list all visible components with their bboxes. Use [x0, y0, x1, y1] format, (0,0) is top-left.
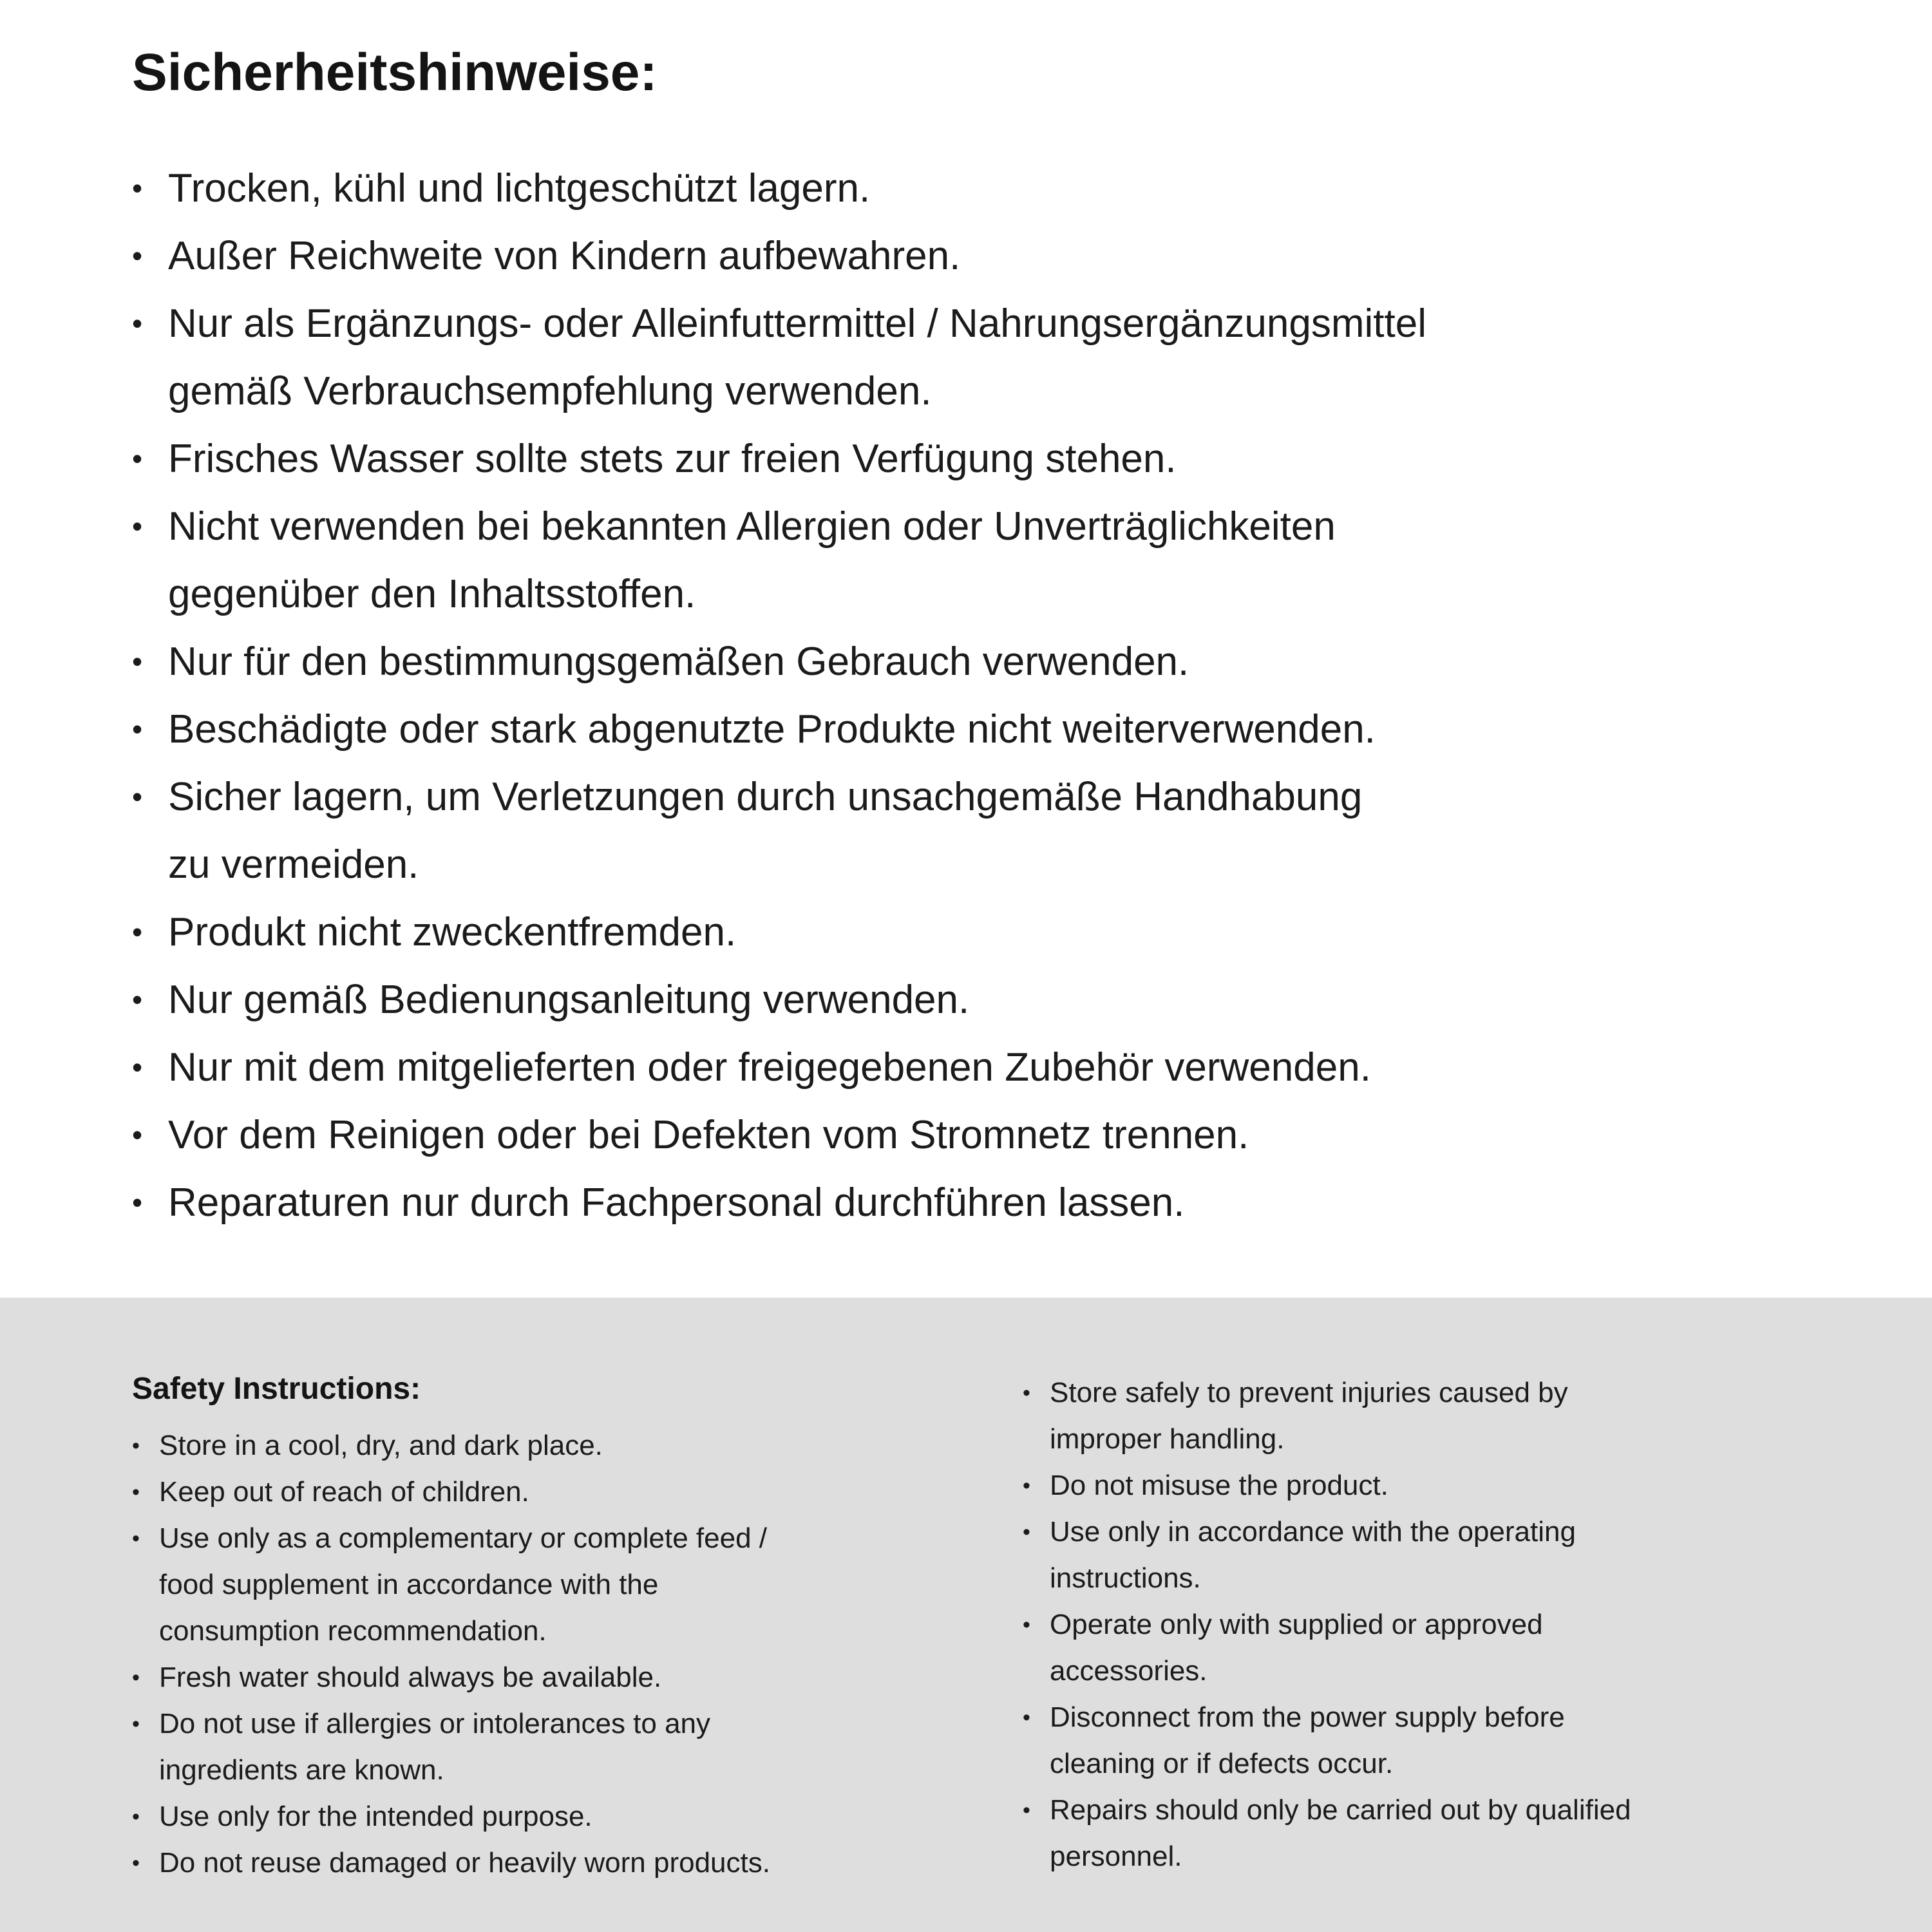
bullet-icon [1023, 1555, 1050, 1602]
list-line [1023, 1648, 1897, 1694]
list-line-text: Produkt nicht zweckentfremden. [168, 910, 737, 955]
list-line-text: zu vermeiden. [168, 842, 419, 887]
bullet-icon: • [132, 171, 143, 205]
list-line [1023, 1555, 1897, 1602]
bullet-icon: • [132, 1186, 143, 1220]
bullet-icon: • [1023, 1613, 1030, 1637]
list-line [132, 1469, 1005, 1515]
list-line-text: Store in a cool, dry, and dark place. [159, 1430, 603, 1461]
list-line-text: gemäß Verbrauchsempfehlung verwenden. [168, 369, 932, 414]
list-line [1023, 1833, 1897, 1880]
bullet-icon: • [132, 1434, 140, 1458]
bullet-icon [132, 1608, 159, 1654]
list-line-text: Nur für den bestimmungsgemäßen Gebrauch verwenden. [168, 639, 1189, 685]
bullet-icon: • [1023, 1798, 1030, 1823]
bullet-icon: • [132, 915, 143, 949]
list-line [1023, 1463, 1897, 1509]
list-line-text: instructions. [1050, 1562, 1201, 1594]
bullet-icon: • [132, 1480, 140, 1504]
bullet-icon: • [132, 645, 143, 679]
list-line-text: Sicher lagern, um Verletzungen durch unsachgemäße Handhabung [168, 775, 1363, 820]
list-line [132, 1608, 1005, 1654]
list-line [1023, 1370, 1897, 1416]
list-line-text: Fresh water should always be available. [159, 1662, 662, 1693]
list-line-text: Do not reuse damaged or heavily worn products. [159, 1847, 770, 1879]
list-line [132, 1562, 1005, 1608]
list-line [132, 966, 1893, 1034]
list-line [132, 425, 1893, 493]
list-line [1023, 1416, 1897, 1463]
list-line [132, 222, 1893, 290]
list-line-text: Do not use if allergies or intolerances to any [159, 1708, 711, 1739]
bullet-icon: • [132, 1118, 143, 1152]
bullet-icon: • [132, 1712, 140, 1736]
list-line [132, 1034, 1893, 1101]
list-line-text: Nur als Ergänzungs- oder Alleinfuttermittel / Nahrungsergänzungsmittel [168, 301, 1426, 346]
bullet-icon [132, 560, 168, 628]
bullet-icon [1023, 1416, 1050, 1463]
bullet-icon: • [132, 1804, 140, 1829]
bullet-icon: • [132, 442, 143, 476]
bullet-icon [1023, 1741, 1050, 1787]
list-line-text: Use only in accordance with the operating [1050, 1516, 1576, 1548]
english-right-column [1023, 1370, 1897, 1932]
list-line [132, 1515, 1005, 1562]
list-line [132, 628, 1893, 696]
list-line [132, 696, 1893, 763]
list-line [1023, 1741, 1897, 1787]
list-line [132, 290, 1893, 357]
bullet-icon: • [1023, 1381, 1030, 1405]
bullet-icon: • [132, 1050, 143, 1084]
list-line [1023, 1694, 1897, 1741]
bullet-icon: • [132, 1665, 140, 1690]
list-line [1023, 1787, 1897, 1833]
bullet-icon: • [132, 307, 143, 341]
list-line-text: Außer Reichweite von Kindern aufbewahren. [168, 234, 961, 279]
english-left-list [132, 1423, 1005, 1886]
bullet-icon: • [132, 983, 143, 1017]
bullet-icon: • [1023, 1705, 1030, 1730]
list-line [1023, 1602, 1897, 1648]
list-line-text: Nicht verwenden bei bekannten Allergien oder Unverträglichkeiten [168, 504, 1336, 549]
bullet-icon: • [132, 239, 143, 273]
list-line [132, 155, 1893, 222]
german-title: Sicherheitshinweise: [132, 43, 658, 102]
bullet-icon: • [1023, 1520, 1030, 1544]
list-line-text: Vor dem Reinigen oder bei Defekten vom Stromnetz trennen. [168, 1113, 1249, 1158]
list-line-text: gegenüber den Inhaltsstoffen. [168, 572, 696, 617]
list-line [132, 1840, 1005, 1886]
bullet-icon [132, 1562, 159, 1608]
list-line [132, 493, 1893, 560]
list-line [132, 357, 1893, 425]
list-line-text: improper handling. [1050, 1423, 1285, 1455]
list-line [132, 1423, 1005, 1469]
list-line-text: Nur gemäß Bedienungsanleitung verwenden. [168, 978, 970, 1023]
list-line-text: personnel. [1050, 1841, 1182, 1872]
list-line [132, 1794, 1005, 1840]
list-line-text: Reparaturen nur durch Fachpersonal durchführen lassen. [168, 1180, 1185, 1226]
bullet-icon [1023, 1833, 1050, 1880]
list-line-text: consumption recommendation. [159, 1615, 547, 1647]
list-line-text: Disconnect from the power supply before [1050, 1701, 1565, 1733]
list-line-text: Nur mit dem mitgelieferten oder freigegebenen Zubehör verwenden. [168, 1045, 1371, 1090]
list-line-text: Do not misuse the product. [1050, 1470, 1388, 1501]
list-line-text: cleaning or if defects occur. [1050, 1748, 1394, 1779]
bullet-icon: • [132, 1851, 140, 1875]
list-line-text: Use only as a complementary or complete feed / [159, 1522, 768, 1554]
list-line [132, 1101, 1893, 1169]
bullet-icon [132, 1747, 159, 1794]
bullet-icon: • [1023, 1473, 1030, 1498]
english-title: Safety Instructions: [132, 1372, 421, 1406]
english-right-list [1023, 1370, 1897, 1880]
bullet-icon [1023, 1648, 1050, 1694]
bullet-icon: • [132, 1526, 140, 1551]
list-line-text: Trocken, kühl und lichtgeschützt lagern. [168, 166, 871, 211]
list-line-text: Use only for the intended purpose. [159, 1801, 592, 1832]
list-line-text: accessories. [1050, 1655, 1208, 1687]
english-left-column [132, 1370, 1005, 1932]
list-line [132, 560, 1893, 628]
list-line-text: Operate only with supplied or approved [1050, 1609, 1543, 1640]
list-line [132, 831, 1893, 898]
list-line-text: ingredients are known. [159, 1754, 444, 1786]
list-line [132, 763, 1893, 831]
bullet-icon: • [132, 780, 143, 814]
list-line-text: Store safely to prevent injuries caused by [1050, 1377, 1568, 1408]
list-line [132, 1747, 1005, 1794]
list-line-text: Beschädigte oder stark abgenutzte Produkte nicht weiterverwenden. [168, 707, 1376, 752]
bullet-icon: • [132, 712, 143, 746]
list-line [132, 1169, 1893, 1236]
bullet-icon [132, 357, 168, 425]
list-line-text: Frisches Wasser sollte stets zur freien Verfügung stehen. [168, 437, 1177, 482]
bullet-icon: • [132, 509, 143, 544]
list-line-text: food supplement in accordance with the [159, 1569, 659, 1600]
list-line [132, 1701, 1005, 1747]
bullet-icon [132, 831, 168, 898]
german-bullet-list [132, 155, 1893, 1236]
list-line-text: Repairs should only be carried out by qualified [1050, 1794, 1631, 1826]
list-line [132, 1654, 1005, 1701]
list-line [132, 898, 1893, 966]
list-line-text: Keep out of reach of children. [159, 1476, 529, 1508]
list-line [1023, 1509, 1897, 1555]
english-section [0, 1298, 1932, 1932]
